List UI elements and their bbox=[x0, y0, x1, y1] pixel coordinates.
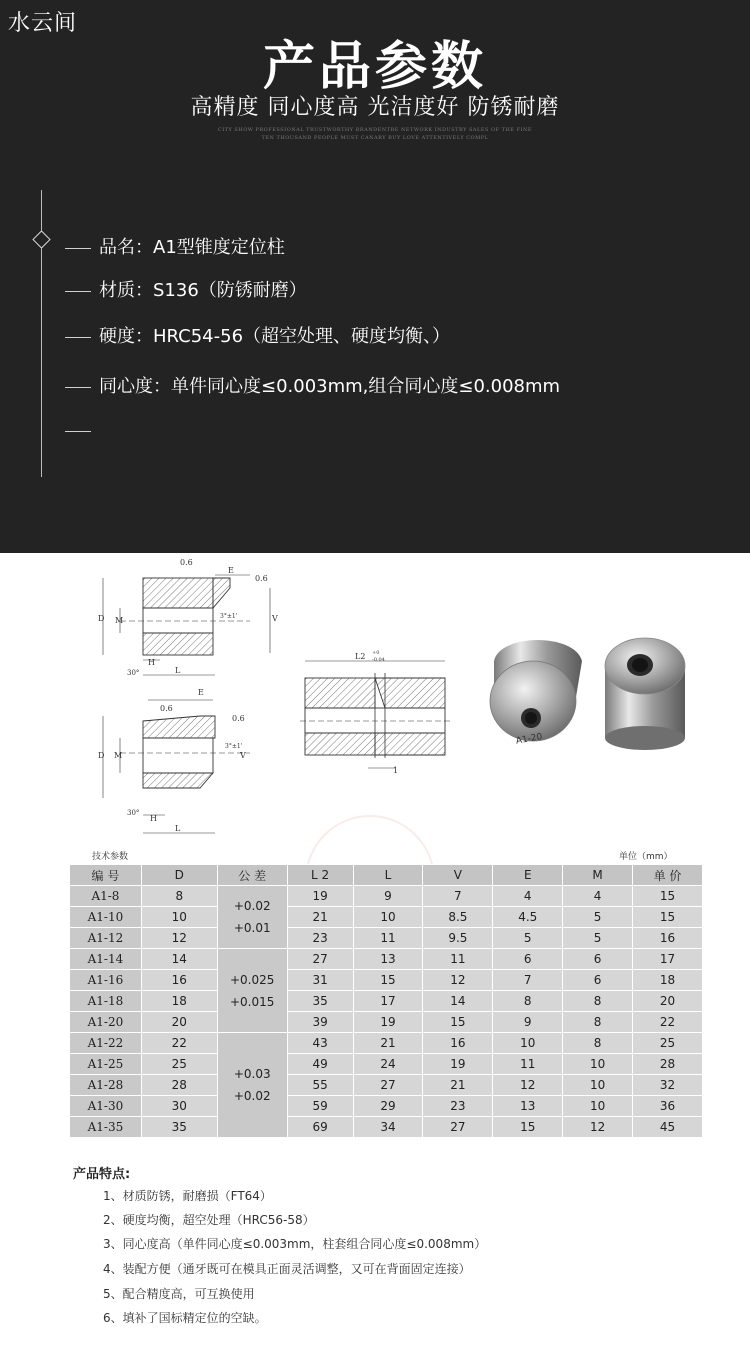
label-m: M bbox=[114, 751, 123, 760]
english-line-1: CITY SHOW PROFESSIONAL TRUSTWORTHY BRANDENTRE NETWORK INDUSTRY SALES OF THE FINE bbox=[217, 127, 533, 133]
cell-m: 12 bbox=[563, 1117, 633, 1138]
cell-l: 15 bbox=[353, 970, 423, 991]
spec-item-name bbox=[65, 233, 285, 259]
cell-code: A1-10 bbox=[70, 907, 142, 928]
technical-drawings bbox=[0, 553, 750, 843]
header-e: E bbox=[493, 865, 563, 886]
cell-l2: 31 bbox=[287, 970, 353, 991]
label-angle: 30° bbox=[127, 669, 140, 677]
cell-d: 28 bbox=[141, 1075, 217, 1096]
label-h: H bbox=[148, 658, 155, 667]
cell-d: 20 bbox=[141, 1012, 217, 1033]
feature-item: 1、材质防锈，耐磨损（FT64） bbox=[103, 1189, 272, 1203]
cell-e: 7 bbox=[493, 970, 563, 991]
label-roughness: 0.6 bbox=[160, 704, 173, 713]
table-row bbox=[70, 1012, 703, 1033]
cell-l2: 19 bbox=[287, 886, 353, 907]
cell-v: 14 bbox=[423, 991, 493, 1012]
cell-tolerance bbox=[217, 886, 287, 949]
cell-price: 15 bbox=[633, 907, 703, 928]
label-l2: L2 bbox=[355, 652, 366, 661]
cell-v: 12 bbox=[423, 970, 493, 991]
header-banner bbox=[0, 0, 750, 553]
cell-price: 32 bbox=[633, 1075, 703, 1096]
cell-e: 12 bbox=[493, 1075, 563, 1096]
table-row bbox=[70, 949, 703, 970]
cell-e: 15 bbox=[493, 1117, 563, 1138]
cell-m: 5 bbox=[563, 928, 633, 949]
cell-price: 22 bbox=[633, 1012, 703, 1033]
label-v: V bbox=[240, 751, 246, 760]
drawing-assembly bbox=[300, 661, 450, 768]
cell-e: 4.5 bbox=[493, 907, 563, 928]
cell-m: 8 bbox=[563, 991, 633, 1012]
cell-d: 8 bbox=[141, 886, 217, 907]
cell-code: A1-14 bbox=[70, 949, 142, 970]
cell-d: 30 bbox=[141, 1096, 217, 1117]
cell-e: 8 bbox=[493, 991, 563, 1012]
cell-l: 27 bbox=[353, 1075, 423, 1096]
tolerance-lower: +0.02 bbox=[233, 1089, 271, 1103]
features-title: 产品特点: bbox=[73, 1167, 131, 1182]
table-row bbox=[70, 886, 703, 907]
header-v: V bbox=[423, 865, 493, 886]
cell-l: 17 bbox=[353, 991, 423, 1012]
part-marking: A1-20 bbox=[515, 732, 544, 747]
tolerance-lower: +0.015 bbox=[229, 994, 275, 1009]
table-row bbox=[70, 1075, 703, 1096]
header-price: 单 价 bbox=[633, 865, 703, 886]
table-row bbox=[70, 1096, 703, 1117]
cell-l: 21 bbox=[353, 1033, 423, 1054]
cell-e: 11 bbox=[493, 1054, 563, 1075]
table-row bbox=[70, 1054, 703, 1075]
cell-v: 8.5 bbox=[423, 907, 493, 928]
cell-m: 5 bbox=[563, 907, 633, 928]
cell-m: 6 bbox=[563, 970, 633, 991]
diamond-icon bbox=[32, 230, 50, 248]
tolerance-upper: +0.03 bbox=[233, 1067, 271, 1081]
cell-e: 4 bbox=[493, 886, 563, 907]
drawing-top-left-labels bbox=[98, 558, 278, 677]
tolerance-upper: +0.02 bbox=[233, 899, 271, 913]
cell-v: 11 bbox=[423, 949, 493, 970]
cell-code: A1-18 bbox=[70, 991, 142, 1012]
cell-m: 10 bbox=[563, 1075, 633, 1096]
dash-icon bbox=[65, 337, 91, 338]
cell-l: 11 bbox=[353, 928, 423, 949]
cell-v: 19 bbox=[423, 1054, 493, 1075]
cell-l: 34 bbox=[353, 1117, 423, 1138]
cell-price: 16 bbox=[633, 928, 703, 949]
cell-code: A1-35 bbox=[70, 1117, 142, 1138]
cell-d: 25 bbox=[141, 1054, 217, 1075]
label-taper: 3°±1' bbox=[220, 613, 238, 620]
cell-l: 24 bbox=[353, 1054, 423, 1075]
cell-l: 19 bbox=[353, 1012, 423, 1033]
cell-l2: 49 bbox=[287, 1054, 353, 1075]
cell-l: 29 bbox=[353, 1096, 423, 1117]
label-roughness: 0.6 bbox=[180, 558, 193, 567]
label-taper: 3°±1' bbox=[225, 743, 243, 750]
spec-item-concentricity bbox=[65, 372, 560, 398]
table-unit: 单位（mm） bbox=[619, 852, 673, 862]
cell-price: 45 bbox=[633, 1117, 703, 1138]
dash-icon bbox=[65, 248, 91, 249]
cell-v: 15 bbox=[423, 1012, 493, 1033]
label-l: L bbox=[175, 666, 181, 675]
cell-code: A1-12 bbox=[70, 928, 142, 949]
cell-l: 9 bbox=[353, 886, 423, 907]
cell-code: A1-20 bbox=[70, 1012, 142, 1033]
cell-price: 28 bbox=[633, 1054, 703, 1075]
cell-price: 20 bbox=[633, 991, 703, 1012]
cell-e: 13 bbox=[493, 1096, 563, 1117]
header-tolerance: 公 差 bbox=[217, 865, 287, 886]
table-row bbox=[70, 928, 703, 949]
product-photo-taper-post bbox=[490, 640, 582, 747]
cell-e: 9 bbox=[493, 1012, 563, 1033]
cell-price: 18 bbox=[633, 970, 703, 991]
cell-d: 14 bbox=[141, 949, 217, 970]
product-photo-sleeve bbox=[605, 638, 685, 750]
table-row bbox=[70, 907, 703, 928]
label-d: D bbox=[98, 751, 105, 760]
english-line-2: TEN THOUSAND PEOPLE MUST CANARY BUY LOVE ATTENTIVELY COMPL bbox=[261, 135, 489, 141]
brand-logo-text: 水云间 bbox=[8, 11, 78, 36]
cell-code: A1-30 bbox=[70, 1096, 142, 1117]
table-caption: 技术参数 bbox=[92, 852, 129, 862]
cell-d: 35 bbox=[141, 1117, 217, 1138]
table-row bbox=[70, 991, 703, 1012]
cell-d: 10 bbox=[141, 907, 217, 928]
table-header-row bbox=[70, 865, 703, 886]
cell-price: 15 bbox=[633, 886, 703, 907]
tolerance-lower: +0.01 bbox=[233, 921, 271, 935]
spec-item-material bbox=[65, 276, 307, 302]
label-d: D bbox=[98, 614, 105, 623]
label-e: E bbox=[228, 566, 234, 575]
label-tol: +0 bbox=[372, 650, 380, 656]
label-m: M bbox=[115, 616, 124, 625]
feature-item: 3、同心度高（单件同心度≤0.003mm，柱套组合同心度≤0.008mm） bbox=[103, 1237, 487, 1251]
cell-v: 23 bbox=[423, 1096, 493, 1117]
cell-l: 10 bbox=[353, 907, 423, 928]
label-roughness-2: 0.6 bbox=[232, 714, 245, 723]
tolerance-upper: +0.025 bbox=[229, 972, 275, 987]
feature-item: 6、填补了国标精定位的空缺。 bbox=[103, 1311, 267, 1325]
cell-price: 25 bbox=[633, 1033, 703, 1054]
header-code: 编 号 bbox=[70, 865, 142, 886]
cell-d: 12 bbox=[141, 928, 217, 949]
cell-l: 13 bbox=[353, 949, 423, 970]
label-l: L bbox=[175, 824, 181, 833]
cell-e: 6 bbox=[493, 949, 563, 970]
cell-code: A1-25 bbox=[70, 1054, 142, 1075]
cell-tolerance bbox=[217, 949, 287, 1033]
drawing-top-left bbox=[103, 575, 270, 675]
cell-l2: 39 bbox=[287, 1012, 353, 1033]
drawing-assembly-labels bbox=[355, 650, 398, 775]
table-row bbox=[70, 970, 703, 991]
spec-text: 同心度：单件同心度≤0.003mm,组合同心度≤0.008mm bbox=[99, 376, 561, 397]
cell-v: 9.5 bbox=[423, 928, 493, 949]
label-h: H bbox=[150, 814, 157, 823]
header-l: L bbox=[353, 865, 423, 886]
table-row bbox=[70, 1117, 703, 1138]
cell-price: 17 bbox=[633, 949, 703, 970]
spec-text: 硬度：HRC54-56（超空处理、硬度均衡、） bbox=[99, 326, 451, 347]
cell-m: 10 bbox=[563, 1054, 633, 1075]
feature-item: 4、装配方便（通牙既可在模具正面灵活调整，又可在背面固定连接） bbox=[103, 1262, 471, 1276]
cell-code: A1-28 bbox=[70, 1075, 142, 1096]
cell-l2: 27 bbox=[287, 949, 353, 970]
cell-d: 22 bbox=[141, 1033, 217, 1054]
label-one: 1 bbox=[393, 766, 399, 775]
cell-m: 8 bbox=[563, 1033, 633, 1054]
cell-v: 27 bbox=[423, 1117, 493, 1138]
dash-icon bbox=[65, 431, 91, 432]
label-roughness-2: 0.6 bbox=[255, 574, 268, 583]
label-tol-2: -0.04 bbox=[372, 657, 385, 663]
spec-text: 品名：A1型锥度定位柱 bbox=[99, 237, 285, 258]
feature-item: 5、配合精度高，可互换使用 bbox=[103, 1287, 255, 1301]
spec-table bbox=[69, 864, 703, 1138]
header-l2: L 2 bbox=[287, 865, 353, 886]
header-d: D bbox=[141, 865, 217, 886]
cell-e: 5 bbox=[493, 928, 563, 949]
page-subtitle: 高精度 同心度高 光洁度好 防锈耐磨 bbox=[190, 95, 560, 120]
cell-e: 10 bbox=[493, 1033, 563, 1054]
cell-d: 18 bbox=[141, 991, 217, 1012]
cell-l2: 59 bbox=[287, 1096, 353, 1117]
dash-icon bbox=[65, 387, 91, 388]
cell-code: A1-22 bbox=[70, 1033, 142, 1054]
page-title: 产品参数 bbox=[262, 37, 487, 97]
cell-v: 21 bbox=[423, 1075, 493, 1096]
cell-code: A1-16 bbox=[70, 970, 142, 991]
cell-m: 10 bbox=[563, 1096, 633, 1117]
label-e: E bbox=[198, 688, 204, 697]
cell-l2: 55 bbox=[287, 1075, 353, 1096]
cell-tolerance bbox=[217, 1033, 287, 1138]
cell-v: 7 bbox=[423, 886, 493, 907]
spec-text: 材质：S136（防锈耐磨） bbox=[99, 280, 307, 301]
cell-m: 8 bbox=[563, 1012, 633, 1033]
feature-item: 2、硬度均衡，超空处理（HRC56-58） bbox=[103, 1213, 315, 1227]
table-row bbox=[70, 1033, 703, 1054]
label-v: V bbox=[272, 614, 278, 623]
dash-icon bbox=[65, 291, 91, 292]
spec-item-hardness bbox=[65, 322, 450, 348]
cell-l2: 69 bbox=[287, 1117, 353, 1138]
label-angle: 30° bbox=[127, 809, 140, 817]
cell-l2: 21 bbox=[287, 907, 353, 928]
decorative-english-text bbox=[0, 126, 750, 142]
cell-m: 4 bbox=[563, 886, 633, 907]
cell-l2: 35 bbox=[287, 991, 353, 1012]
cell-price: 36 bbox=[633, 1096, 703, 1117]
cell-l2: 43 bbox=[287, 1033, 353, 1054]
cell-d: 16 bbox=[141, 970, 217, 991]
cell-l2: 23 bbox=[287, 928, 353, 949]
cell-v: 16 bbox=[423, 1033, 493, 1054]
cell-code: A1-8 bbox=[70, 886, 142, 907]
header-m: M bbox=[563, 865, 633, 886]
drawing-bottom-left bbox=[103, 700, 250, 833]
cell-m: 6 bbox=[563, 949, 633, 970]
